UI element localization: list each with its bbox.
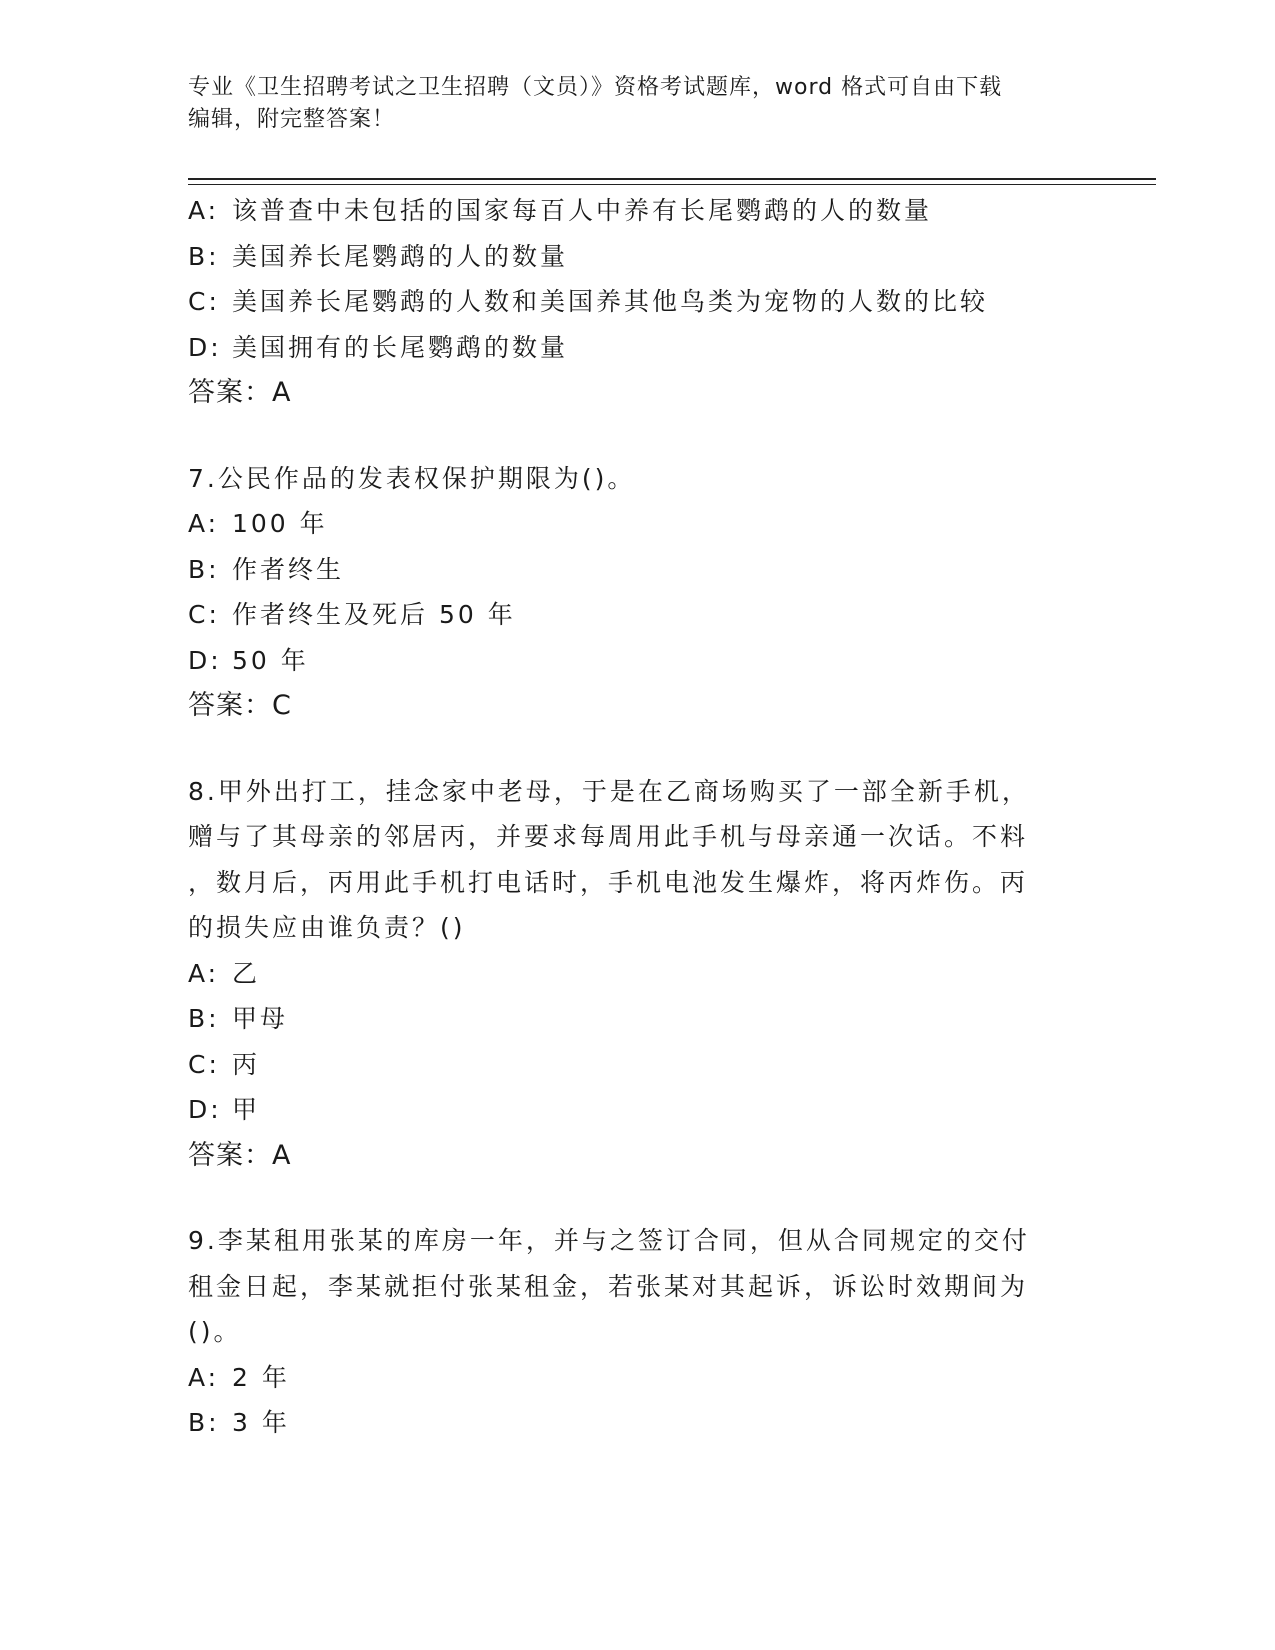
option-d: D: 50 年 <box>188 645 309 675</box>
question-9 <box>188 1218 1068 1446</box>
question-7 <box>188 456 1068 729</box>
question-stem: 8.甲外出打工，挂念家中老母，于是在乙商场购买了一部全新手机， 赠与了其母亲的邻居丙，并要求每周用此手机与母亲通一次话。不料 ，数月后，丙用此手机打电话时，手机电池发生爆炸，将丙炸伤。丙 的损失应由谁负责？() <box>188 776 1030 942</box>
option-b: B: 作者终生 <box>188 554 345 584</box>
answer: 答案：A <box>188 377 292 408</box>
header-divider-thin <box>188 184 1156 185</box>
option-d: D: 甲 <box>188 1095 261 1124</box>
question-stem: 9.李某租用张某的库房一年，并与之签订合同，但从合同规定的交付 租金日起，李某就拒付张某租金，若张某对其起诉，诉讼时效期间为 ()。 <box>188 1226 1030 1346</box>
answer: 答案：C <box>188 690 292 721</box>
option-d: D: 美国拥有的长尾鹦鹉的数量 <box>188 332 569 362</box>
question-6 <box>188 188 1068 416</box>
option-b: B: 3 年 <box>188 1408 290 1437</box>
question-list <box>188 188 1068 1446</box>
option-a: A: 该普查中未包括的国家每百人中养有长尾鹦鹉的人的数量 <box>188 196 933 225</box>
option-b: B: 美国养长尾鹦鹉的人的数量 <box>188 241 569 271</box>
option-c: C: 作者终生及死后 50 年 <box>188 600 516 629</box>
option-b: B: 甲母 <box>188 1004 289 1033</box>
question-stem: 7.公民作品的发表权保护期限为()。 <box>188 463 636 493</box>
option-a: A: 乙 <box>188 958 261 988</box>
option-a: A: 2 年 <box>188 1362 290 1392</box>
question-8 <box>188 769 1068 1179</box>
option-c: C: 丙 <box>188 1049 261 1079</box>
option-a: A: 100 年 <box>188 509 328 538</box>
page-header: 专业《卫生招聘考试之卫生招聘（文员）》资格考试题库，word 格式可自由下载 编辑，附完整答案！ <box>188 75 1003 132</box>
answer: 答案：A <box>188 1139 292 1171</box>
option-c: C: 美国养长尾鹦鹉的人数和美国养其他鸟类为宠物的人数的比较 <box>188 287 989 316</box>
header-divider-thick <box>188 178 1156 180</box>
